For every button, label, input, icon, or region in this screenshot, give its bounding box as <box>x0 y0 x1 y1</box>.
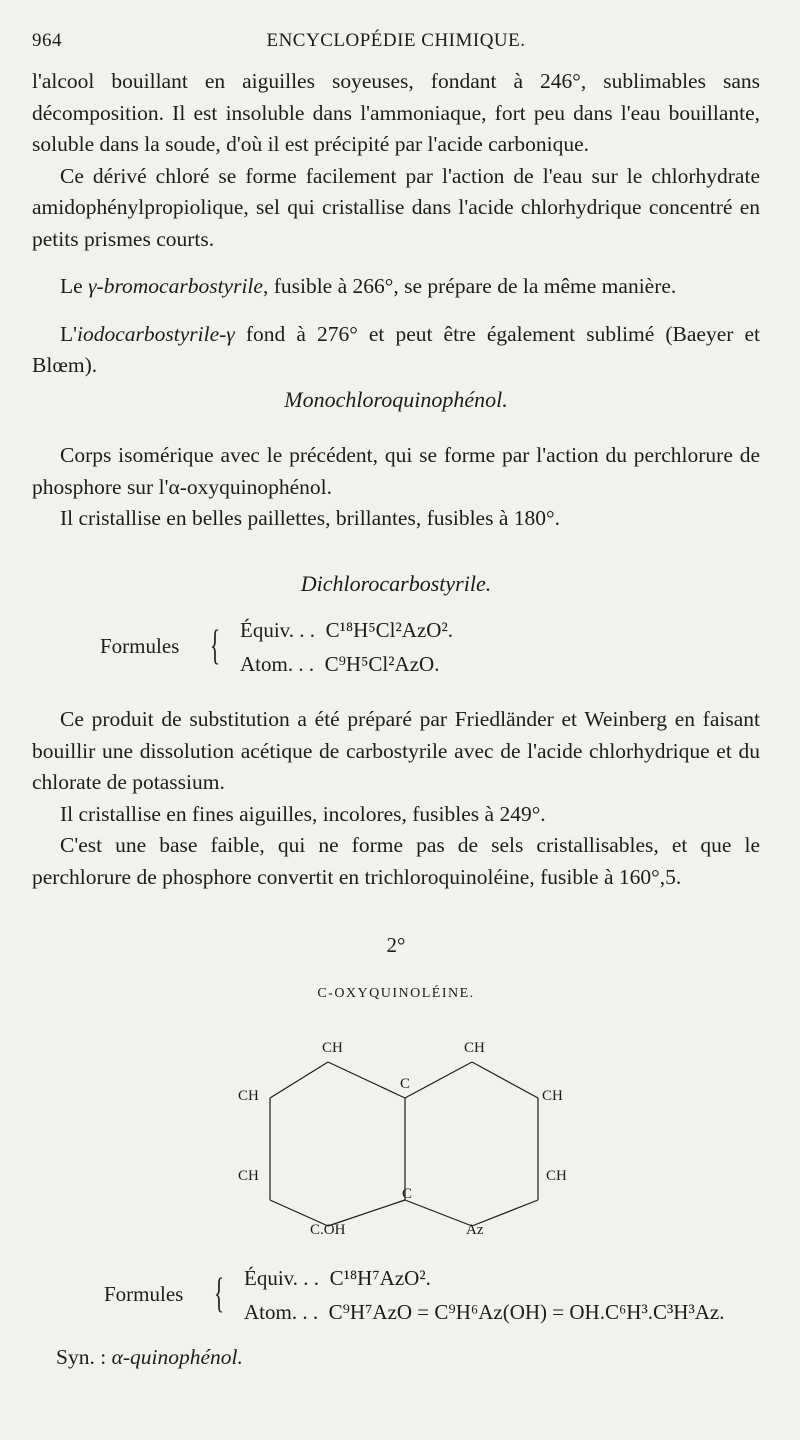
paragraph: L'iodocarbostyrile-γ fond à 276° et peut être également sublimé (Baeyer et Blœm). <box>32 321 760 377</box>
synonym: Syn. : α-quinophénol. <box>56 1345 243 1369</box>
formula-block-oxyquinoleine <box>104 1262 744 1332</box>
brace: { <box>214 1271 225 1317</box>
atom-label: C <box>402 1186 413 1202</box>
brace: { <box>210 623 221 669</box>
compound-name: γ-bromocarbostyrile <box>88 274 263 298</box>
paragraph: Ce dérivé chloré se forme facilement par l'action de l'eau sur le chlorhydrate amidophénylpropiolique, sel qui cristallise dans l'acide chlorhydrique concentré en petits prismes courts. <box>32 163 760 251</box>
paragraph: Il cristallise en fines aiguilles, incolores, fusibles à 249°. <box>60 801 546 826</box>
atom-label: CH <box>238 1088 259 1104</box>
body-text-dichloro <box>32 704 760 893</box>
atom-label: CH <box>542 1088 563 1104</box>
section-oxyquinoleine <box>32 930 760 1009</box>
section-heading: Monochloroquinophénol. <box>284 387 508 412</box>
formula-label: Formules <box>100 634 180 658</box>
paragraph: Le γ-bromocarbostyrile, fusible à 266°, se prépare de la même manière. <box>60 274 677 298</box>
section-dichloro <box>32 568 760 600</box>
formula-row-atom: Atom. . . C⁹H⁵Cl²AzO. <box>240 652 440 676</box>
synonym-line <box>56 1342 756 1374</box>
section-number: 2° <box>386 933 406 957</box>
atom-label: C <box>400 1076 411 1092</box>
formula-block-dichloro <box>100 614 600 684</box>
paragraph: l'alcool bouillant en aiguilles soyeuses, fondant à 246°, sublimables sans décomposition. Il est insoluble dans l'ammoniaque, fort peu dans l'eau bouillante, soluble dans la soude, d'où il est précipité par l'acide carbonique. <box>32 69 760 156</box>
formula-row-equiv: Équiv. . . C¹⁸H⁵Cl²AzO². <box>240 618 454 642</box>
atom-label: Az <box>466 1222 484 1238</box>
page-number: 964 <box>32 30 62 51</box>
structural-formula-diagram <box>220 1030 600 1245</box>
formula-row-atom: Atom. . . C⁹H⁷AzO = C⁹H⁶Az(OH) = OH.C⁶H³.C³H³Az. <box>244 1300 725 1324</box>
atom-label: CH <box>464 1040 485 1056</box>
formula-label: Formules <box>104 1282 184 1306</box>
body-text-top <box>32 66 760 382</box>
running-title: ENCYCLOPÉDIE CHIMIQUE. <box>266 30 526 51</box>
formula-row-equiv: Équiv. . . C¹⁸H⁷AzO². <box>244 1266 431 1290</box>
paragraph: Corps isomérique avec le précédent, qui se forme par l'action du perchlorure de phosphore sur l'α-oxyquinophénol. <box>32 443 760 499</box>
compound-name: iodocarbostyrile-γ <box>77 321 235 346</box>
paragraph: C'est une base faible, qui ne forme pas de sels cristallisables, et que le perchlorure de phosphore convertit en trichloroquinoléine, fusible à 160°,5. <box>32 833 760 889</box>
section-title: C-OXYQUINOLÉINE. <box>317 985 475 1001</box>
atom-label: C.OH <box>310 1222 346 1238</box>
atom-label: CH <box>546 1168 567 1184</box>
section-monochloro <box>32 384 760 416</box>
body-text-mono <box>32 440 760 535</box>
section-heading: Dichlorocarbostyrile. <box>300 571 492 596</box>
paragraph: Il cristallise en belles paillettes, brillantes, fusibles à 180°. <box>60 506 560 530</box>
atom-label: CH <box>322 1040 343 1056</box>
page-header <box>32 30 760 60</box>
paragraph: Ce produit de substitution a été préparé par Friedländer et Weinberg en faisant bouillir une dissolution acétique de carbostyrile avec de l'acide chlorhydrique et du chlorate de potassium. <box>32 707 760 794</box>
atom-label: CH <box>238 1168 259 1184</box>
synonym-name: α-quinophénol. <box>111 1345 243 1369</box>
